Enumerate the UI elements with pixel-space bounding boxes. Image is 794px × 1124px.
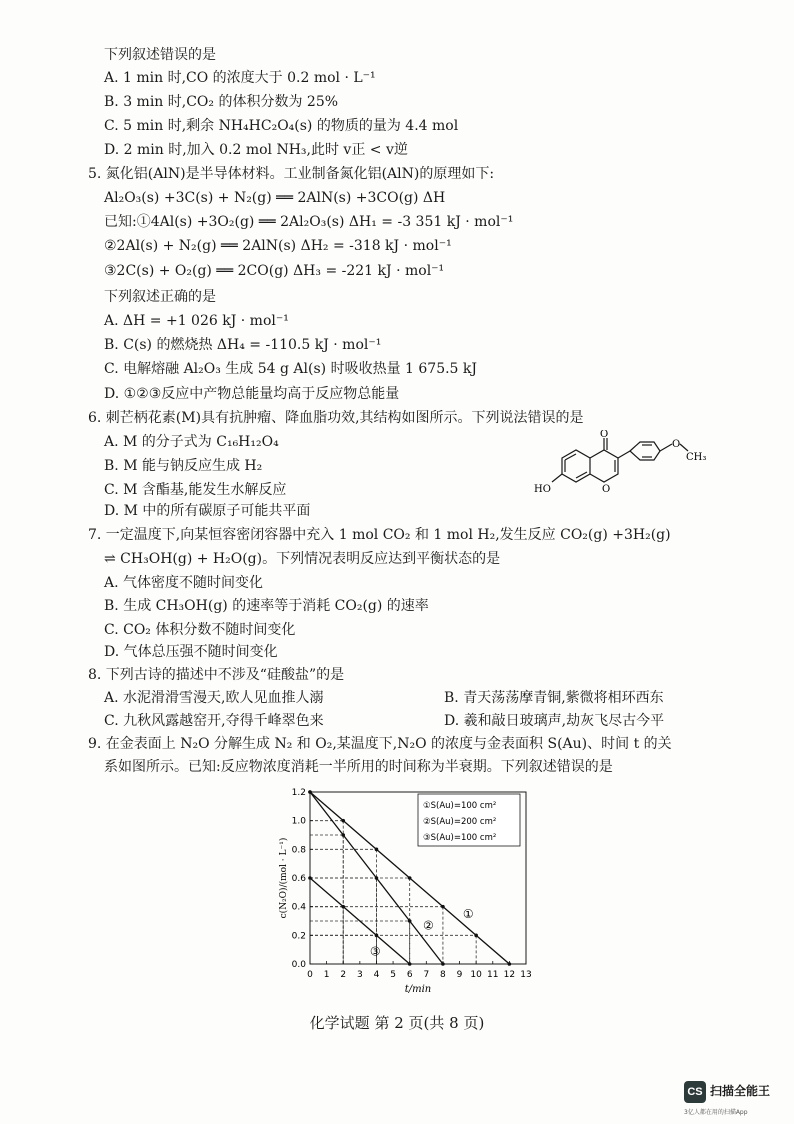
series-1-point-3: [408, 876, 412, 880]
molecule-structure-diagram: [532, 430, 712, 502]
q8-option-b: B. 青天荡荡摩青铜,紫微将相环西东: [444, 690, 664, 706]
q5-option-b: B. C(s) 的燃烧热 ΔH₄ = -110.5 kJ · mol⁻¹: [104, 337, 382, 353]
molecule-o-methoxy: O: [672, 439, 681, 450]
page-footer: 化学试题 第 2 页(共 8 页): [309, 1014, 485, 1032]
q6-stem: 6. 刺芒柄花素(M)具有抗肿瘤、降血脂功效,其结构如图所示。下列说法错误的是: [88, 410, 584, 426]
legend-entry-1: ①S(Au)=100 cm²: [423, 801, 497, 811]
q7-option-b: B. 生成 CH₃OH(g) 的速率等于消耗 CO₂(g) 的速率: [104, 598, 429, 614]
q6-option-a: A. M 的分子式为 C₁₆H₁₂O₄: [104, 434, 279, 450]
series-3-point-1: [341, 905, 345, 909]
q4-option-d: D. 2 min 时,加入 0.2 mol NH₃,此时 v正 < v逆: [104, 142, 408, 158]
curve-label-2: ②: [422, 918, 434, 933]
n2o-concentration-chart: [276, 778, 566, 998]
y-tick-label-1: 0.2: [291, 931, 306, 942]
q7-option-c: C. CO₂ 体积分数不随时间变化: [104, 622, 296, 638]
q6-option-d: D. M 中的所有碳原子可能共平面: [104, 503, 311, 519]
q4-option-c: C. 5 min 时,剩余 NH₄HC₂O₄(s) 的物质的量为 4.4 mol: [104, 118, 459, 134]
q5-equation-3: ③2C(s) + O₂(g) ══ 2CO(g) ΔH₃ = -221 kJ · mol⁻¹: [104, 263, 445, 279]
y-tick-label-3: 0.6: [291, 874, 306, 884]
x-tick-label-5: 5: [390, 970, 396, 980]
x-tick-label-6: 6: [406, 970, 413, 980]
q5-stem: 5. 氮化铝(AlN)是半导体材料。工业制备氮化铝(AlN)的原理如下:: [88, 166, 495, 182]
q4-option-a: A. 1 min 时,CO 的浓度大于 0.2 mol · L⁻¹: [104, 70, 376, 86]
series-2-point-2: [375, 876, 379, 880]
chart-legend: [418, 794, 520, 846]
y-axis-label: c(N₂O)/(mol · L⁻¹): [279, 837, 289, 919]
q6-option-b: B. M 能与钠反应生成 H₂: [104, 458, 263, 474]
q7-stem-line1: 7. 一定温度下,向某恒容密闭容器中充入 1 mol CO₂ 和 1 mol H₂,发生反应 CO₂(g) +3H₂(g): [88, 527, 671, 543]
x-tick-label-13: 13: [520, 970, 532, 980]
q6-option-c: C. M 含酯基,能发生水解反应: [104, 482, 287, 498]
molecule-ho: HO: [534, 484, 551, 495]
series-2-point-3: [408, 919, 412, 923]
y-tick-label-4: 0.8: [291, 845, 306, 856]
curve-label-1: ①: [462, 907, 474, 922]
q4-option-b: B. 3 min 时,CO₂ 的体积分数为 25%: [104, 94, 339, 110]
x-tick-label-7: 7: [423, 970, 430, 980]
x-tick-label-4: 4: [373, 970, 380, 980]
q5-option-c: C. 电解熔融 Al₂O₃ 生成 54 g Al(s) 时吸收热量 1 675.5 kJ: [104, 361, 478, 377]
q9-stem-line1: 9. 在金表面上 N₂O 分解生成 N₂ 和 O₂,某温度下,N₂O 的浓度与金表面积 S(Au)、时间 t 的关: [88, 736, 672, 752]
y-tick-label-2: 0.4: [291, 902, 306, 913]
camscanner-logo-icon: CS: [684, 1081, 706, 1103]
x-tick-label-2: 2: [340, 970, 347, 980]
series-1-point-5: [474, 934, 478, 938]
x-tick-label-10: 10: [470, 970, 482, 980]
q8-option-d: D. 羲和敲日玻璃声,劫灰飞尽古今平: [444, 713, 665, 729]
series-1-point-1: [341, 819, 345, 823]
x-tick-label-1: 1: [323, 970, 330, 980]
scanner-watermark: [684, 1078, 784, 1118]
molecule-ch3: CH₃: [686, 452, 707, 463]
q4-prompt: 下列叙述错误的是: [104, 47, 216, 63]
y-tick-label-6: 1.2: [291, 788, 306, 798]
x-tick-label-12: 12: [503, 970, 516, 980]
y-tick-label-0: 0.0: [291, 960, 306, 970]
q8-option-c: C. 九秋风露越窑开,夺得千峰翠色来: [104, 713, 324, 729]
q5-prompt: 下列叙述正确的是: [104, 289, 216, 305]
molecule-o-carbonyl: O: [600, 430, 609, 440]
series-1-point-2: [375, 848, 379, 852]
x-tick-label-9: 9: [456, 970, 463, 980]
x-tick-label-3: 3: [356, 970, 363, 980]
q5-equation-1: 已知:①4Al(s) +3O₂(g) ══ 2Al₂O₃(s) ΔH₁ = -3 351 kJ · mol⁻¹: [104, 214, 514, 230]
q5-equation-2: ②2Al(s) + N₂(g) ══ 2AlN(s) ΔH₂ = -318 kJ · mol⁻¹: [104, 238, 452, 254]
curve-label-3: ③: [369, 944, 381, 959]
q7-stem-line2: ⇌ CH₃OH(g) + H₂O(g)。下列情况表明反应达到平衡状态的是: [104, 551, 501, 567]
q8-stem: 8. 下列古诗的描述中不涉及“硅酸盐”的是: [88, 667, 345, 683]
legend-entry-3: ③S(Au)=100 cm²: [423, 833, 497, 843]
x-tick-label-0: 0: [307, 970, 313, 980]
watermark-name: 扫描全能王: [710, 1084, 771, 1098]
y-tick-label-5: 1.0: [291, 816, 306, 827]
series-3-point-2: [375, 934, 379, 938]
series-2-point-1: [341, 833, 345, 837]
molecule-o-ring: O: [602, 484, 611, 495]
watermark-tagline: 3亿人都在用的扫描App: [684, 1109, 748, 1116]
legend-entry-2: ②S(Au)=200 cm²: [423, 817, 497, 827]
series-line-3: [310, 878, 410, 964]
q8-option-a: A. 水泥滑滑雪漫天,欧人见血推人溺: [104, 690, 324, 706]
q5-equation-main: Al₂O₃(s) +3C(s) + N₂(g) ══ 2AlN(s) +3CO(g) ΔH: [104, 190, 446, 206]
q7-option-d: D. 气体总压强不随时间变化: [104, 644, 278, 660]
q7-option-a: A. 气体密度不随时间变化: [104, 575, 264, 591]
q5-option-a: A. ΔH = +1 026 kJ · mol⁻¹: [104, 313, 289, 329]
x-tick-label-11: 11: [487, 970, 499, 980]
q9-stem-line2: 系如图所示。已知:反应物浓度消耗一半所用的时间称为半衰期。下列叙述错误的是: [104, 759, 613, 775]
x-axis-label: t/min: [404, 984, 432, 995]
series-1-point-4: [441, 905, 445, 909]
q5-option-d: D. ①②③反应中产物总能量均高于反应物总能量: [104, 386, 400, 402]
x-tick-label-8: 8: [440, 970, 446, 980]
